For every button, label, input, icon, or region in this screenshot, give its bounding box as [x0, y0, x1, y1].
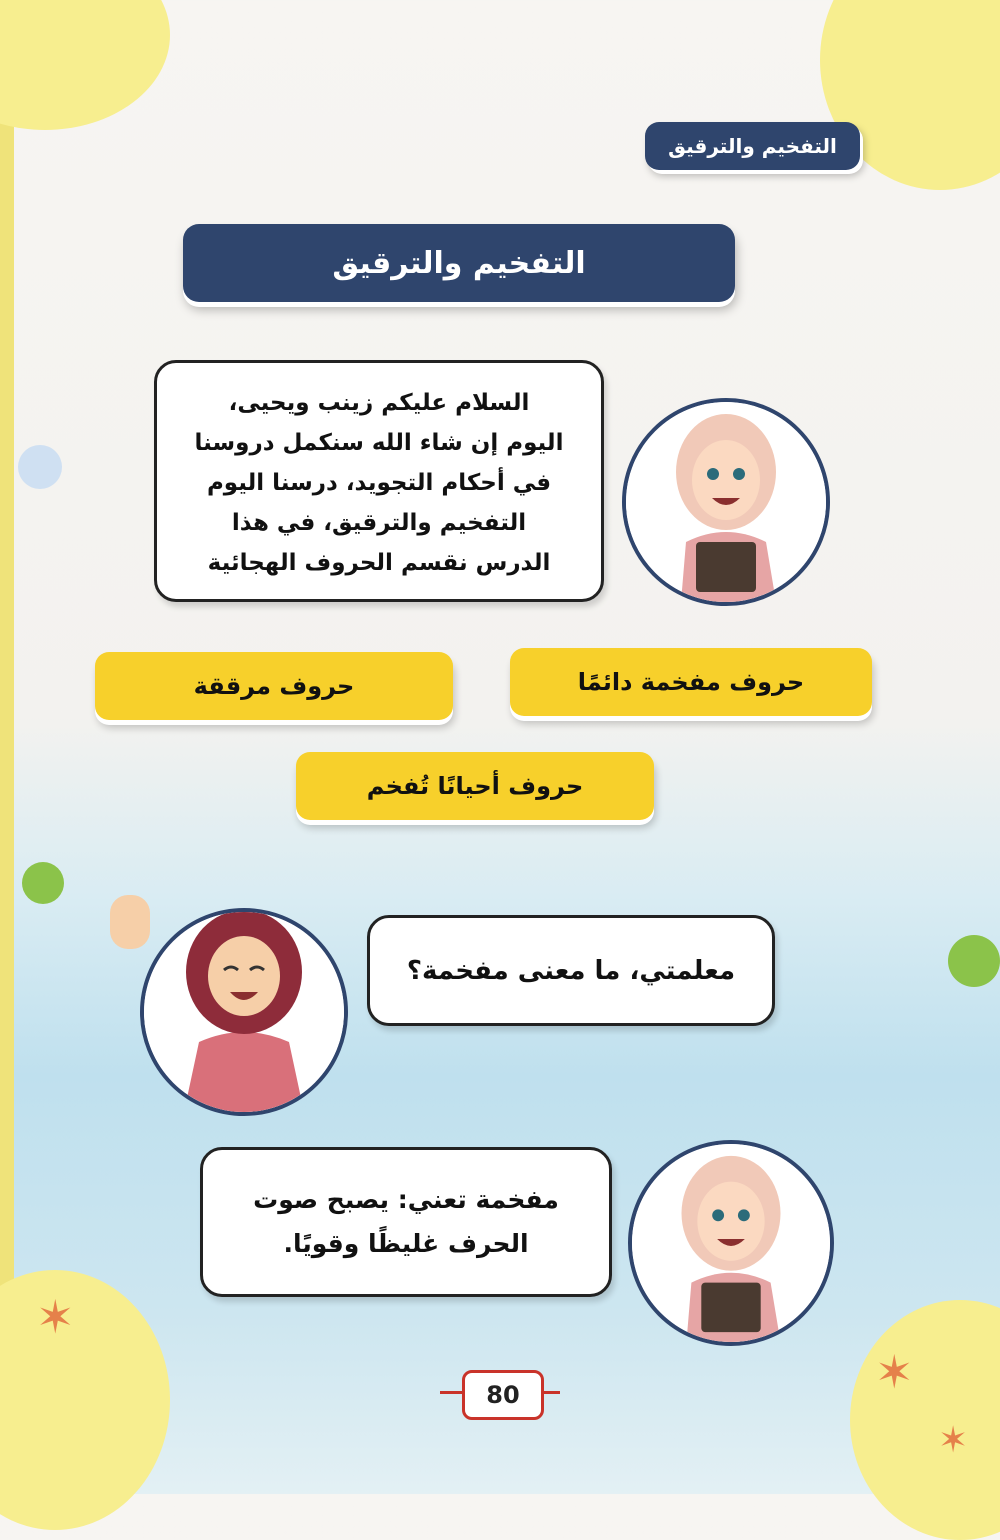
decor-dot-left — [18, 445, 62, 489]
teacher-avatar-bottom — [628, 1140, 834, 1346]
page-number: 80 — [462, 1370, 544, 1420]
decor-blob-bottom-left — [0, 1270, 170, 1530]
category-sometimes-heavy: حروف أحيانًا تُفخم — [296, 752, 654, 820]
answer-line-2: الحرف غليظًا وقويًا. — [283, 1229, 529, 1258]
left-edge-strip — [0, 0, 14, 1494]
intro-line-2: اليوم إن شاء الله سنكمل دروسنا — [194, 430, 564, 456]
star-icon-bottom-left: ✶ — [36, 1290, 75, 1344]
star-icon-bottom-right: ✶ — [875, 1345, 914, 1399]
sun-icon-left — [22, 862, 64, 904]
page-number-line-left — [440, 1391, 462, 1394]
teacher-intro-bubble — [154, 360, 604, 602]
category-always-heavy: حروف مفخمة دائمًا — [510, 648, 872, 716]
intro-line-5: الدرس نقسم الحروف الهجائية — [207, 550, 551, 576]
answer-line-1: مفخمة تعني: يصبح صوت — [253, 1185, 559, 1214]
star-icon-corner: ✶ — [938, 1420, 969, 1461]
student-question-bubble: معلمتي، ما معنى مفخمة؟ — [367, 915, 775, 1026]
waving-hand-icon — [110, 895, 150, 949]
teacher-answer-bubble — [200, 1147, 612, 1297]
intro-line-3: في أحكام التجويد، درسنا اليوم — [206, 470, 552, 496]
teacher-avatar-top — [622, 398, 830, 606]
section-tag: التفخيم والترقيق — [645, 122, 860, 170]
intro-line-1: السلام عليكم زينب ويحيى، — [228, 390, 530, 416]
page-title: التفخيم والترقيق — [183, 224, 735, 302]
student-avatar — [140, 908, 348, 1116]
sun-icon-right — [948, 935, 1000, 987]
decor-blob-bottom-right — [850, 1300, 1000, 1540]
intro-line-4: التفخيم والترقيق، في هذا — [231, 510, 527, 536]
category-light: حروف مرققة — [95, 652, 453, 720]
decor-blob-top-left — [0, 0, 170, 130]
